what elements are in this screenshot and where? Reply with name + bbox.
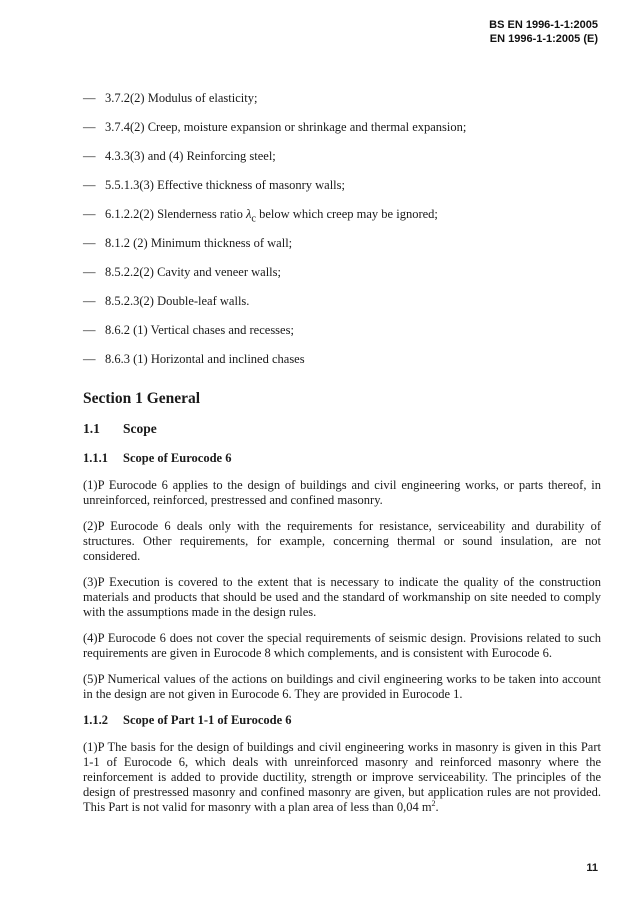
paragraph: (1)P Eurocode 6 applies to the design of buildings and civil engineering works, or parts thereof, in unreinforced, reinforced, prestressed and confined masonry. [83, 478, 601, 507]
list-item [83, 177, 603, 206]
list-item-text: 8.6.3 (1) Horizontal and inclined chases [105, 352, 305, 366]
list-item [83, 148, 603, 177]
list-item-text: 4.3.3(3) and (4) Reinforcing steel; [105, 149, 276, 163]
dash-bullet: — [83, 149, 96, 163]
subsubsection-number: 1.1.2 [83, 713, 108, 727]
list-item-text: 8.6.2 (1) Vertical chases and recesses; [105, 323, 294, 337]
list-item [83, 235, 603, 264]
dash-bullet: — [83, 265, 96, 279]
subsubsection-title: Scope of Part 1-1 of Eurocode 6 [123, 713, 292, 727]
list-item [83, 206, 603, 235]
list-item [83, 90, 603, 119]
standard-reference-en: EN 1996-1-1:2005 (E) [489, 33, 598, 45]
slenderness-symbol: λ [245, 207, 252, 221]
list-item [83, 119, 603, 148]
list-item [83, 322, 603, 351]
dash-bullet: — [83, 294, 96, 308]
area-unit-superscript: 2 [431, 798, 436, 808]
paragraph: (5)P Numerical values of the actions on buildings and civil engineering works to be taken into account in the design are not given in Eurocode 6. They are provided in Eurocode 1. [83, 672, 601, 701]
dash-bullet: — [83, 178, 96, 192]
subsubsection-heading [83, 713, 601, 728]
paragraph-end: . [435, 800, 439, 814]
subsubsection-heading [83, 451, 601, 466]
list-item-text: 8.1.2 (2) Minimum thickness of wall; [105, 236, 293, 250]
dash-bullet: — [83, 352, 96, 366]
paragraph: (2)P Eurocode 6 deals only with the requirements for resistance, serviceability and durability of structures. Other requirements, for example, concerning thermal or sound insulation, are not considered. [83, 519, 601, 563]
paragraph: (3)P Execution is covered to the extent that is necessary to indicate the quality of the construction materials and products that should be used and the standard of workmanship on site needed to comply with the assumptions made in the design rules. [83, 575, 601, 619]
subsubsection-number: 1.1.1 [83, 451, 108, 465]
paragraph-text: (1)P The basis for the design of buildings and civil engineering works in masonry is given in this Part 1-1 of Eurocode 6, which deals with unreinforced masonry and reinforced masonry where the reinforcement is added to provide ductility, strength or improve serviceability. The principles of the design of prestressed masonry and confined masonry are given, but application rules are not provided. This Part is not valid for masonry with a plan area of less than 0,04 m [83, 740, 601, 814]
section-heading: Section 1 General [83, 390, 201, 407]
list-item-text-after: below which creep may be ignored; [256, 207, 438, 221]
section-body [83, 390, 601, 826]
list-item [83, 293, 603, 322]
dash-bullet: — [83, 236, 96, 250]
paragraph: (4)P Eurocode 6 does not cover the special requirements of seismic design. Provisions related to such requirements are given in Eurocode 8 which complements, and is consistent with Eurocode 6. [83, 631, 601, 660]
list-item-text: 3.7.2(2) Modulus of elasticity; [105, 91, 258, 105]
list-item-text-before: 6.1.2.2(2) Slenderness ratio [105, 207, 246, 221]
nationally-determined-parameters-list [83, 90, 603, 380]
list-item-text: 3.7.4(2) Creep, moisture expansion or shrinkage and thermal expansion; [105, 120, 467, 134]
dash-bullet: — [83, 323, 96, 337]
page-number: 11 [586, 862, 598, 874]
list-item-text [105, 206, 438, 228]
subsection-number: 1.1 [83, 421, 100, 436]
list-item-text: 8.5.2.2(2) Cavity and veneer walls; [105, 265, 281, 279]
list-item [83, 264, 603, 293]
standard-reference-bs: BS EN 1996-1-1:2005 [489, 19, 598, 31]
list-item [83, 351, 603, 380]
paragraph [83, 740, 601, 815]
subsection-title: Scope [123, 421, 157, 436]
dash-bullet: — [83, 207, 96, 221]
list-item-text: 5.5.1.3(3) Effective thickness of masonry walls; [105, 178, 345, 192]
subsection-heading [83, 421, 601, 437]
dash-bullet: — [83, 120, 96, 134]
subsubsection-title: Scope of Eurocode 6 [123, 451, 232, 465]
dash-bullet: — [83, 91, 96, 105]
document-header [489, 18, 598, 46]
slenderness-subscript: c [251, 213, 256, 225]
list-item-text: 8.5.2.3(2) Double-leaf walls. [105, 294, 250, 308]
